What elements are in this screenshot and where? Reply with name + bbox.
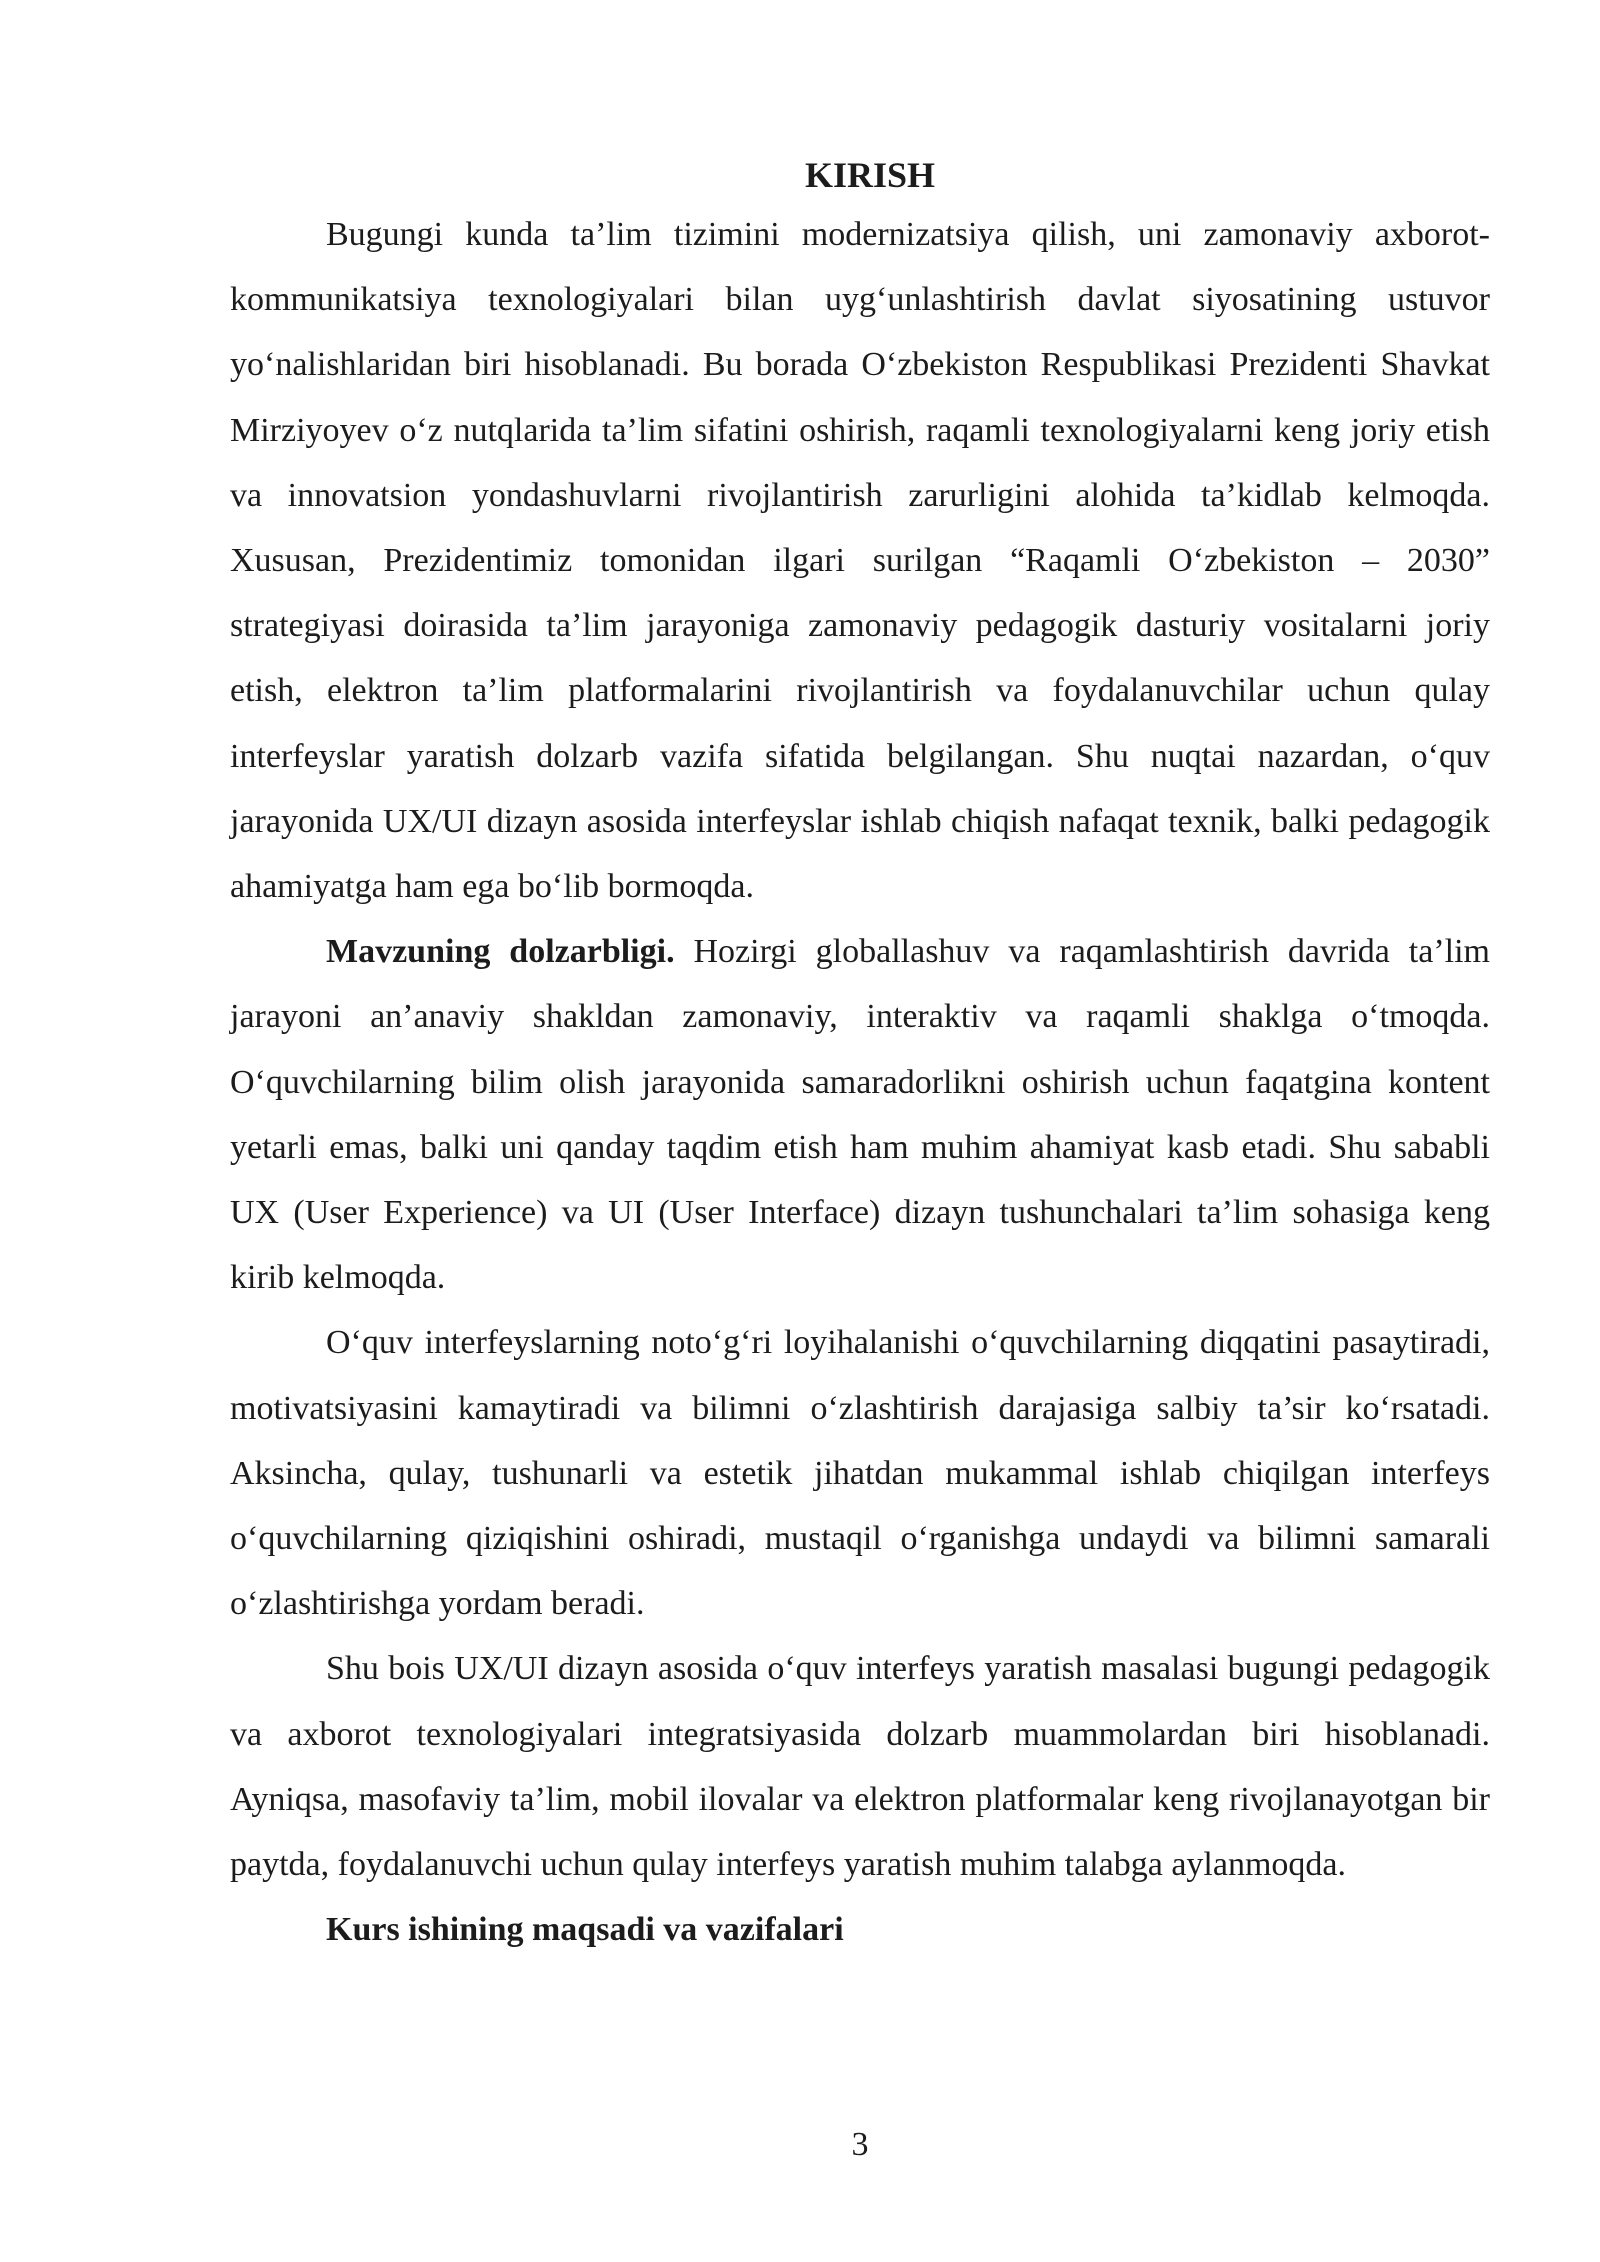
- paragraph-text: O‘quv interfeyslarning noto‘g‘ri loyihalanishi o‘quvchilarning diqqatini pasaytiradi, motivatsiyasini kamaytiradi va bilimni o‘zlashtirish darajasiga salbiy ta’sir ko‘rsatadi. Aksincha, qulay, tushunarli va estetik jihatdan mukammal ishlab chiqilgan interfeys o‘quvchilarning qiziqishini oshiradi, mustaqil o‘rganishga undaydi va bilimni samarali o‘zlashtirishga yordam beradi.: [230, 1324, 1490, 1623]
- paragraph-text: Bugungi kunda ta’lim tizimini modernizatsiya qilish, uni zamonaviy axborot-kommunikatsiya texnologiyalari bilan uyg‘unlashtirish davlat siyosatining ustuvor yo‘nalishlaridan biri hisoblanadi. Bu borada O‘zbekiston Respublikasi Prezidenti Shavkat Mirziyoyev o‘z nutqlarida ta’lim sifatini oshirish, raqamli texnologiyalarni keng joriy etish va innovatsion yondashuvlarni rivojlantirish zarurligini alohida ta’kidlab kelmoqda. Xususan, Prezidentimiz tomonidan ilgari surilgan “Raqamli O‘zbekiston – 2030” strategiyasi doirasida ta’lim jarayoniga zamonaviy pedagogik dasturiy vositalarni joriy etish, elektron ta’lim platformalarini rivojlantirish va foydalanuvchilar uchun qulay interfeyslar yaratish dolzarb vazifa sifatida belgilangan. Shu nuqtai nazardan, o‘quv jarayonida UX/UI dizayn asosida interfeyslar ishlab chiqish nafaqat texnik, balki pedagogik ahamiyatga ham ega bo‘lib bormoqda.: [230, 216, 1490, 906]
- page-number: 3: [851, 2126, 869, 2163]
- paragraph-lead-relevance: Mavzuning dolzarbligi.: [326, 933, 675, 971]
- paragraph-intro: [230, 202, 1490, 919]
- paragraph-text: Hozirgi globallashuv va raqamlashtirish davrida ta’lim jarayoni an’anaviy shakldan zamonaviy, interaktiv va raqamli shaklga o‘tmoqda. O‘quvchilarning bilim olish jarayonida samaradorlikni oshirish uchun faqatgina kontent yetarli emas, balki uni qanday taqdim etish ham muhim ahamiyat kasb etadi. Shu sababli UX (User Experience) va UI (User Interface) dizayn tushunchalari ta’lim sohasiga keng kirib kelmoqda.: [230, 933, 1490, 1297]
- page-content: [230, 148, 1490, 1962]
- paragraph-text: Shu bois UX/UI dizayn asosida o‘quv interfeys yaratish masalasi bugungi pedagogik va axborot texnologiyalari integratsiyasida dolzarb muammolardan biri hisoblanadi. Ayniqsa, masofaviy ta’lim, mobil ilovalar va elektron platformalar keng rivojlanayotgan bir paytda, foydalanuvchi uchun qulay interfeys yaratish muhim talabga aylanmoqda.: [230, 1650, 1490, 1884]
- paragraph-interfaces: [230, 1310, 1490, 1636]
- page-title: KIRISH: [804, 155, 936, 195]
- section-subheading: Kurs ishining maqsadi va vazifalari: [326, 1911, 844, 1949]
- paragraph-conclusion: [230, 1636, 1490, 1897]
- paragraph-relevance: [230, 919, 1490, 1310]
